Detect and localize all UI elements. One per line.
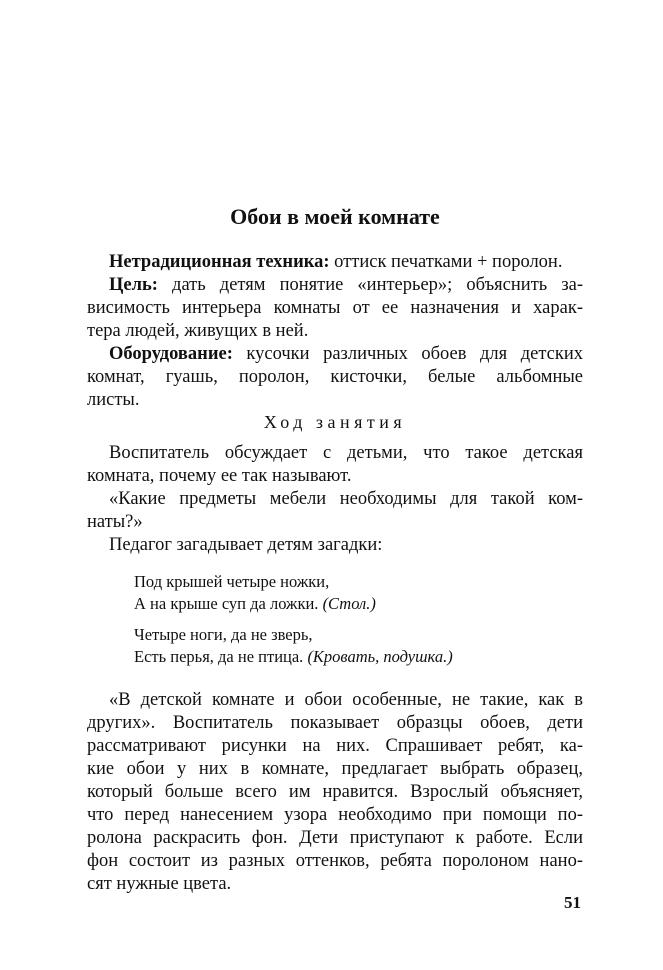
equipment-line-2: комнат, гуашь, поролон, кисточки, белые альбомные [87, 367, 583, 387]
final-line-1: «В детской комнате и обои особенные, не такие, как в [109, 690, 583, 710]
final-line-4: кие обои у них в комнате, предлагает выбрать образец, [87, 759, 583, 779]
section-subtitle: Ход занятия [263, 412, 407, 432]
equipment-label: Оборудование: [109, 344, 233, 364]
goal-text-1: дать детям понятие «интерьер»; объяснить за- [157, 275, 583, 295]
body-p3-line-1: Педагог загадывает детям загадки: [109, 535, 383, 555]
riddle-1-line-2 [134, 594, 376, 614]
technique-label: Нетрадиционная техника: [109, 252, 330, 272]
final-line-7: ролона раскрасить фон. Дети приступают к работе. Если [87, 828, 583, 848]
equipment-line-3: листы. [87, 390, 140, 410]
final-line-6: что перед нанесением узора необходимо при помощи по- [87, 805, 583, 825]
equipment-text-1: кусочки различных обоев для детских [232, 344, 583, 364]
riddle-2-line-2 [134, 647, 453, 667]
riddle-1-answer: (Стол.) [322, 594, 376, 613]
page-title: Обои в моей комнате [230, 204, 440, 229]
goal-line-1 [109, 274, 583, 296]
riddle-2-answer: (Кровать, подушка.) [307, 647, 453, 666]
riddle-2-text: Есть перья, да не птица. [134, 647, 304, 666]
riddle-1-text: А на крыше суп да ложки. [134, 594, 319, 613]
goal-line-2: висимость интерьера комнаты от ее назначения и харак- [87, 298, 583, 318]
page-number: 51 [564, 893, 581, 912]
technique-text: оттиск печатками + поролон. [329, 252, 563, 272]
final-line-9: сят нужные цвета. [87, 874, 232, 894]
final-line-2: других». Воспитатель показывает образцы обоев, дети [87, 713, 583, 733]
technique-line [109, 251, 583, 273]
riddle-1-line-1: Под крышей четыре ножки, [134, 572, 330, 591]
final-line-3: рассматривают рисунки на них. Спрашивает ребят, ка- [87, 736, 583, 756]
final-line-5: который больше всего им нравится. Взрослый объясняет, [87, 782, 583, 802]
body-p2-line-2: наты?» [87, 512, 143, 532]
body-p2-line-1: «Какие предметы мебели необходимы для такой ком- [109, 489, 583, 509]
goal-label: Цель: [109, 275, 158, 295]
riddle-2-line-1: Четыре ноги, да не зверь, [134, 625, 313, 644]
body-p1-line-2: комната, почему ее так называют. [87, 466, 352, 486]
equipment-line-1 [109, 343, 583, 365]
goal-line-3: тера людей, живущих в ней. [87, 321, 309, 341]
final-line-8: фон состоит из разных оттенков, ребята поролоном нано- [87, 851, 583, 871]
body-p1-line-1: Воспитатель обсуждает с детьми, что такое детская [109, 443, 583, 463]
